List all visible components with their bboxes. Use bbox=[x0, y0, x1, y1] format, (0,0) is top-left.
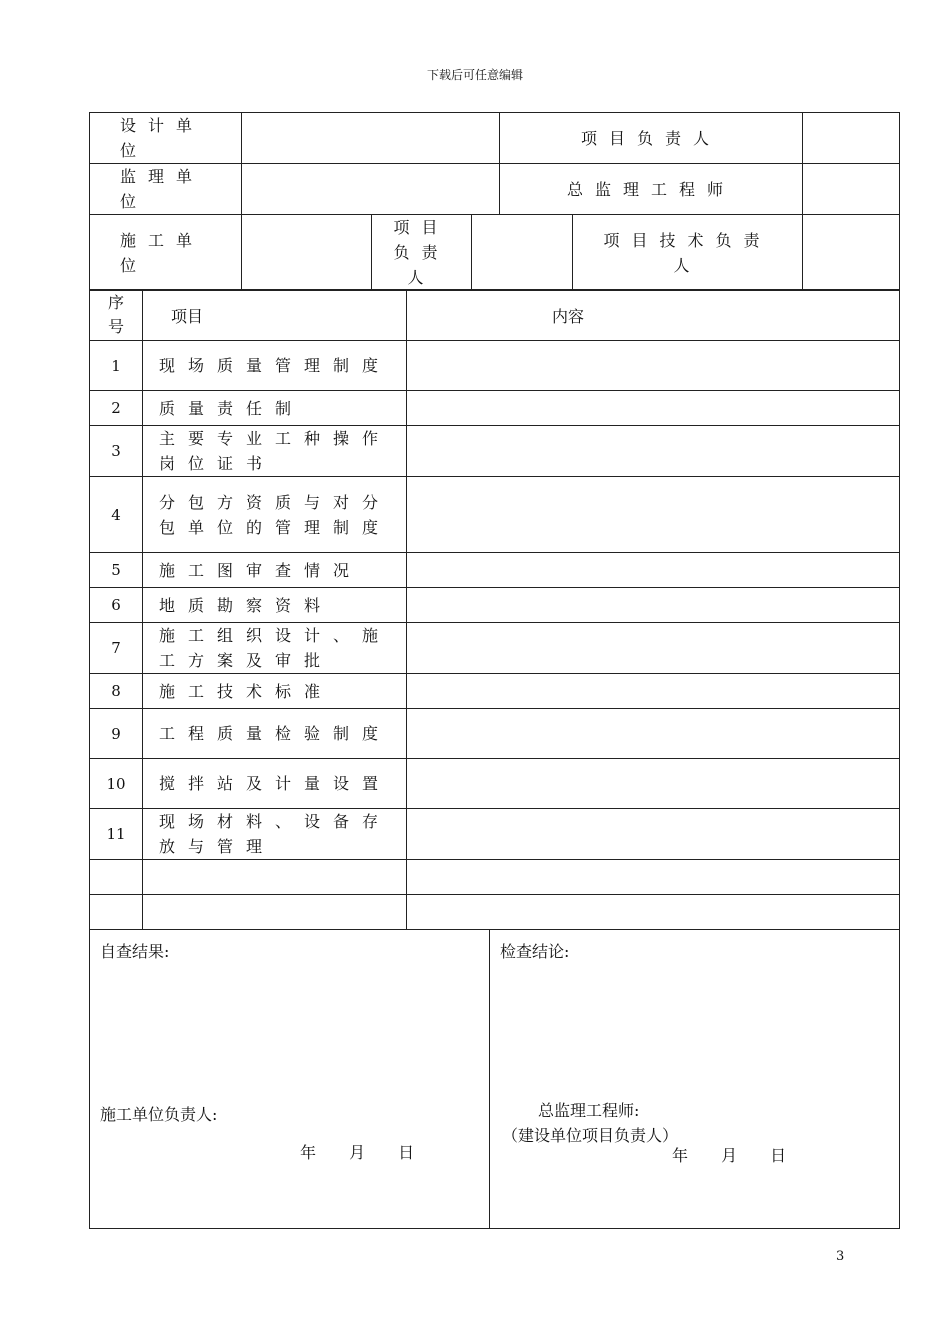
item-number: 6 bbox=[90, 588, 143, 623]
table-row bbox=[90, 477, 900, 553]
chief-engineer-signature: 总监理工程师: bbox=[538, 1101, 640, 1120]
item-content[interactable] bbox=[407, 623, 900, 674]
item-number: 7 bbox=[90, 623, 143, 674]
signature-table bbox=[89, 929, 900, 1229]
item-number: 3 bbox=[90, 426, 143, 477]
item-number: 11 bbox=[90, 809, 143, 860]
item-text: 分包方资质与对分包单位的管理制度 bbox=[143, 477, 407, 553]
item-text: 现场材料、设备存放与管理 bbox=[143, 809, 407, 860]
construction-lead-label: 施工单位负责人: bbox=[100, 1105, 218, 1124]
info-table bbox=[89, 112, 900, 291]
table-row bbox=[90, 623, 900, 674]
project-lead-label: 项目负责人 bbox=[500, 113, 803, 164]
table-row bbox=[90, 426, 900, 477]
project-lead-short-value[interactable] bbox=[472, 215, 573, 291]
header-row bbox=[90, 290, 900, 341]
item-text: 施工图审查情况 bbox=[143, 553, 407, 588]
project-lead-short-label: 项目负责人 bbox=[372, 215, 472, 291]
table-row bbox=[90, 674, 900, 709]
item-content[interactable] bbox=[407, 674, 900, 709]
item-text: 现场质量管理制度 bbox=[143, 341, 407, 391]
project-lead-value[interactable] bbox=[803, 113, 900, 164]
item-text: 工程质量检验制度 bbox=[143, 709, 407, 759]
table-row bbox=[90, 809, 900, 860]
item-number: 10 bbox=[90, 759, 143, 809]
tech-lead-label: 项目技术负责人 bbox=[573, 215, 803, 291]
empty-cell[interactable] bbox=[90, 895, 143, 930]
conclusion-cell[interactable] bbox=[490, 930, 900, 1229]
item-content[interactable] bbox=[407, 553, 900, 588]
content-header: 内容 bbox=[407, 290, 900, 341]
chief-engineer-value[interactable] bbox=[803, 164, 900, 215]
item-number: 4 bbox=[90, 477, 143, 553]
item-content[interactable] bbox=[407, 477, 900, 553]
date-right: 年 月 日 bbox=[672, 1146, 787, 1165]
item-number: 2 bbox=[90, 391, 143, 426]
table-row bbox=[90, 341, 900, 391]
item-content[interactable] bbox=[407, 809, 900, 860]
empty-cell[interactable] bbox=[143, 895, 407, 930]
owner-lead-signature: （建设单位项目负责人） bbox=[502, 1126, 679, 1145]
item-content[interactable] bbox=[407, 341, 900, 391]
item-number: 5 bbox=[90, 553, 143, 588]
item-text: 搅拌站及计量设置 bbox=[143, 759, 407, 809]
item-content[interactable] bbox=[407, 759, 900, 809]
item-content[interactable] bbox=[407, 709, 900, 759]
check-conclusion-label: 检查结论: bbox=[500, 942, 570, 961]
item-content[interactable] bbox=[407, 391, 900, 426]
seq-header: 序号 bbox=[90, 290, 143, 341]
supervision-unit-label: 监理单位 bbox=[90, 164, 242, 215]
item-number: 1 bbox=[90, 341, 143, 391]
construction-unit-label: 施工单位 bbox=[90, 215, 242, 291]
table-row bbox=[90, 553, 900, 588]
items-table bbox=[89, 289, 900, 930]
design-unit-label: 设计单位 bbox=[90, 113, 242, 164]
item-text: 地质勘察资料 bbox=[143, 588, 407, 623]
header-note: 下载后可任意编辑 bbox=[426, 68, 523, 82]
design-unit-value[interactable] bbox=[242, 113, 500, 164]
self-check-label: 自查结果: bbox=[100, 942, 170, 961]
item-number: 8 bbox=[90, 674, 143, 709]
table-row bbox=[90, 391, 900, 426]
item-number: 9 bbox=[90, 709, 143, 759]
item-text: 施工组织设计、施工方案及审批 bbox=[143, 623, 407, 674]
empty-cell[interactable] bbox=[143, 860, 407, 895]
item-content[interactable] bbox=[407, 426, 900, 477]
construction-unit-value[interactable] bbox=[242, 215, 372, 291]
item-text: 质量责任制 bbox=[143, 391, 407, 426]
self-check-cell[interactable] bbox=[90, 930, 490, 1229]
empty-row bbox=[90, 895, 900, 930]
table-row bbox=[90, 588, 900, 623]
item-content[interactable] bbox=[407, 588, 900, 623]
empty-cell[interactable] bbox=[407, 895, 900, 930]
empty-row bbox=[90, 860, 900, 895]
table-row bbox=[90, 709, 900, 759]
supervision-unit-value[interactable] bbox=[242, 164, 500, 215]
page-number: 3 bbox=[836, 1249, 845, 1264]
table-row bbox=[90, 759, 900, 809]
tech-lead-value[interactable] bbox=[803, 215, 900, 291]
item-text: 施工技术标准 bbox=[143, 674, 407, 709]
chief-engineer-label: 总监理工程师 bbox=[500, 164, 803, 215]
item-header: 项目 bbox=[143, 290, 407, 341]
empty-cell[interactable] bbox=[90, 860, 143, 895]
empty-cell[interactable] bbox=[407, 860, 900, 895]
item-text: 主要专业工种操作岗位证书 bbox=[143, 426, 407, 477]
date-left: 年 月 日 bbox=[300, 1143, 415, 1162]
